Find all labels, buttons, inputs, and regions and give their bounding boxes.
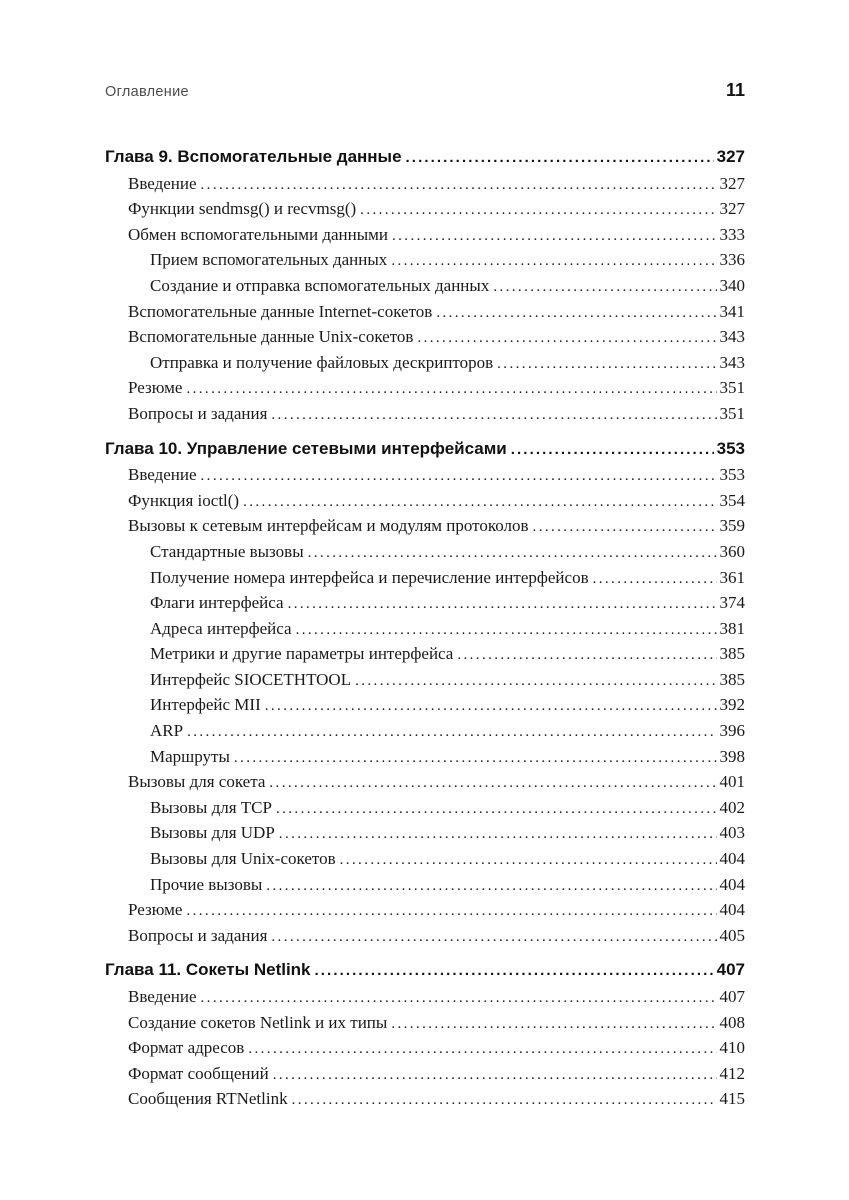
toc-entry-row-page: 341 — [719, 301, 745, 321]
dot-leader — [315, 958, 714, 984]
toc-entry-row-label: Интерфейс MII — [150, 695, 261, 715]
toc-entry-row — [105, 1087, 745, 1113]
toc-entry-row — [105, 351, 745, 377]
toc-entry-row-page: 392 — [719, 695, 745, 715]
toc-entry-row-page: 404 — [719, 900, 745, 920]
running-title: Оглавление — [105, 84, 189, 100]
toc-entry-row-page: 408 — [719, 1012, 745, 1032]
toc-entry-row — [105, 898, 745, 924]
toc-entry-row-label: Резюме — [128, 900, 183, 920]
toc-entry-row — [105, 376, 745, 402]
toc-chapter-row-page: 327 — [716, 147, 745, 166]
toc-entry-row-label: Получение номера интерфейса и перечисление интерфейсов — [150, 567, 589, 587]
dot-leader — [391, 1011, 716, 1037]
toc-entry-row — [105, 325, 745, 351]
toc — [105, 145, 745, 1113]
toc-entry-row-page: 327 — [719, 199, 745, 219]
toc-entry-row — [105, 719, 745, 745]
toc-entry-row-page: 398 — [719, 746, 745, 766]
toc-entry-row-page: 402 — [719, 797, 745, 817]
dot-leader — [533, 514, 717, 540]
toc-entry-row-page: 343 — [719, 327, 745, 347]
dot-leader — [201, 172, 717, 198]
toc-entry-row-page: 354 — [719, 490, 745, 510]
toc-entry-row — [105, 642, 745, 668]
toc-entry-row-label: Адреса интерфейса — [150, 618, 292, 638]
toc-chapter-row-label: Глава 10. Управление сетевыми интерфейсами — [105, 438, 507, 458]
dot-leader — [511, 437, 714, 463]
toc-entry-row — [105, 796, 745, 822]
toc-entry-row — [105, 1011, 745, 1037]
toc-entry-row-label: Флаги интерфейса — [150, 593, 284, 613]
toc-entry-row-label: Формат адресов — [128, 1038, 245, 1058]
toc-entry-row — [105, 985, 745, 1011]
toc-entry-row-label: Создание сокетов Netlink и их типы — [128, 1012, 388, 1032]
toc-entry-row-label: Сообщения RTNetlink — [128, 1089, 288, 1109]
toc-entry-row — [105, 1062, 745, 1088]
toc-entry-row — [105, 402, 745, 428]
toc-entry-row-page: 385 — [719, 644, 745, 664]
toc-entry-row-label: Функция ioctl() — [128, 490, 240, 510]
toc-entry-row-label: Вызовы для TCP — [150, 797, 272, 817]
dot-leader — [279, 821, 717, 847]
toc-entry-row-label: Резюме — [128, 378, 183, 398]
toc-entry-row — [105, 489, 745, 515]
toc-entry-row-page: 381 — [719, 618, 745, 638]
dot-leader — [296, 617, 717, 643]
dot-leader — [355, 668, 716, 694]
toc-entry-row-page: 361 — [719, 567, 745, 587]
dot-leader — [436, 300, 716, 326]
dot-leader — [593, 566, 717, 592]
toc-entry-row — [105, 223, 745, 249]
toc-entry-row-page: 351 — [719, 403, 745, 423]
toc-entry-row — [105, 274, 745, 300]
toc-entry-row-label: Обмен вспомогательными данными — [128, 224, 388, 244]
toc-entry-row — [105, 668, 745, 694]
toc-entry-row — [105, 591, 745, 617]
toc-entry-row-page: 336 — [719, 250, 745, 270]
dot-leader — [276, 796, 717, 822]
toc-entry-row-page: 407 — [719, 987, 745, 1006]
toc-entry-row — [105, 514, 745, 540]
toc-entry-row-page: 412 — [719, 1063, 745, 1083]
toc-chapter-row — [105, 958, 745, 984]
toc-entry-row-page: 360 — [719, 541, 745, 561]
page-number: 11 — [725, 80, 745, 100]
toc-entry-row — [105, 248, 745, 274]
toc-entry-row-page: 351 — [719, 378, 745, 398]
toc-entry-row-label: Вызовы для Unix-сокетов — [150, 849, 336, 869]
dot-leader — [248, 1036, 716, 1062]
toc-entry-row-page: 340 — [719, 275, 745, 295]
toc-entry-row-page: 333 — [719, 224, 745, 244]
toc-chapter-row-label: Глава 9. Вспомогательные данные — [105, 147, 402, 166]
dot-leader — [340, 847, 717, 873]
dot-leader — [243, 489, 716, 515]
toc-entry-row-page: 403 — [719, 823, 745, 843]
toc-entry-row — [105, 300, 745, 326]
dot-leader — [391, 248, 716, 274]
toc-entry-row-page: 374 — [719, 593, 745, 613]
dot-leader — [265, 693, 717, 719]
toc-entry-row — [105, 693, 745, 719]
toc-entry-row-label: Вспомогательные данные Unix-сокетов — [128, 327, 414, 347]
dot-leader — [266, 873, 716, 899]
toc-entry-row-label: Вопросы и задания — [128, 403, 268, 423]
toc-entry-row — [105, 924, 745, 950]
toc-entry-row — [105, 821, 745, 847]
toc-entry-row-label: Функции sendmsg() и recvmsg() — [128, 199, 357, 219]
dot-leader — [186, 376, 716, 402]
dot-leader — [493, 274, 716, 300]
toc-entry-row-page: 396 — [719, 721, 745, 741]
dot-leader — [406, 145, 714, 171]
dot-leader — [201, 985, 717, 1011]
toc-entry-row — [105, 1036, 745, 1062]
toc-entry-row-page: 401 — [719, 772, 745, 792]
toc-entry-row-page: 404 — [719, 849, 745, 869]
toc-entry-row — [105, 540, 745, 566]
toc-entry-row-page: 405 — [719, 925, 745, 945]
toc-entry-row — [105, 197, 745, 223]
toc-entry-row-label: Введение — [128, 987, 197, 1006]
dot-leader — [186, 898, 716, 924]
toc-entry-row-label: Прочие вызовы — [150, 874, 263, 894]
toc-entry-row-label: Введение — [128, 465, 197, 485]
dot-leader — [269, 770, 716, 796]
toc-chapter-row — [105, 145, 745, 171]
toc-entry-row-page: 343 — [719, 352, 745, 372]
dot-leader — [271, 402, 716, 428]
dot-leader — [392, 223, 717, 249]
dot-leader — [234, 745, 717, 771]
dot-leader — [360, 197, 716, 223]
toc-entry-row-label: Вызовы для UDP — [150, 823, 275, 843]
toc-chapter-row-label: Глава 11. Сокеты Netlink — [105, 960, 311, 980]
toc-entry-row-page: 404 — [719, 874, 745, 894]
toc-chapter-row-page: 407 — [716, 960, 745, 980]
toc-entry-row — [105, 873, 745, 899]
toc-entry-row-label: Формат сообщений — [128, 1063, 269, 1083]
dot-leader — [187, 719, 716, 745]
toc-entry-row-page: 385 — [719, 669, 745, 689]
dot-leader — [271, 924, 716, 950]
toc-entry-row — [105, 566, 745, 592]
toc-entry-row-page: 353 — [719, 465, 745, 485]
toc-entry-row-label: Стандартные вызовы — [150, 541, 304, 561]
toc-entry-row — [105, 745, 745, 771]
dot-leader — [457, 642, 716, 668]
toc-entry-row-label: Создание и отправка вспомогательных данных — [150, 275, 490, 295]
dot-leader — [292, 1087, 717, 1113]
dot-leader — [417, 325, 716, 351]
toc-entry-row-label: Прием вспомогательных данных — [150, 250, 388, 270]
toc-entry-row-label: Маршруты — [150, 746, 230, 766]
toc-entry-row — [105, 617, 745, 643]
toc-chapter-row — [105, 437, 745, 463]
toc-entry-row — [105, 847, 745, 873]
toc-entry-row-page: 410 — [719, 1038, 745, 1058]
toc-entry-row-label: Вызовы к сетевым интерфейсам и модулям протоколов — [128, 516, 529, 536]
toc-entry-row-label: Вопросы и задания — [128, 925, 268, 945]
toc-entry-row — [105, 770, 745, 796]
page-header — [105, 80, 745, 101]
toc-entry-row-page: 327 — [719, 173, 745, 193]
toc-entry-row-label: Метрики и другие параметры интерфейса — [150, 644, 454, 664]
toc-entry-row-page: 359 — [719, 516, 745, 536]
toc-entry-row-label: Вспомогательные данные Internet-сокетов — [128, 301, 433, 321]
toc-entry-row-page: 415 — [719, 1089, 745, 1109]
dot-leader — [497, 351, 716, 377]
toc-entry-row — [105, 463, 745, 489]
toc-entry-row-label: ARP — [150, 721, 184, 741]
toc-entry-row — [105, 172, 745, 198]
dot-leader — [288, 591, 717, 617]
toc-entry-row-label: Введение — [128, 173, 197, 193]
toc-entry-row-label: Вызовы для сокета — [128, 772, 266, 792]
dot-leader — [201, 463, 717, 489]
toc-entry-row-label: Интерфейс SIOCETHTOOL — [150, 669, 352, 689]
toc-chapter-row-page: 353 — [716, 438, 745, 458]
dot-leader — [273, 1062, 717, 1088]
toc-entry-row-label: Отправка и получение файловых дескрипторов — [150, 352, 494, 372]
dot-leader — [308, 540, 717, 566]
